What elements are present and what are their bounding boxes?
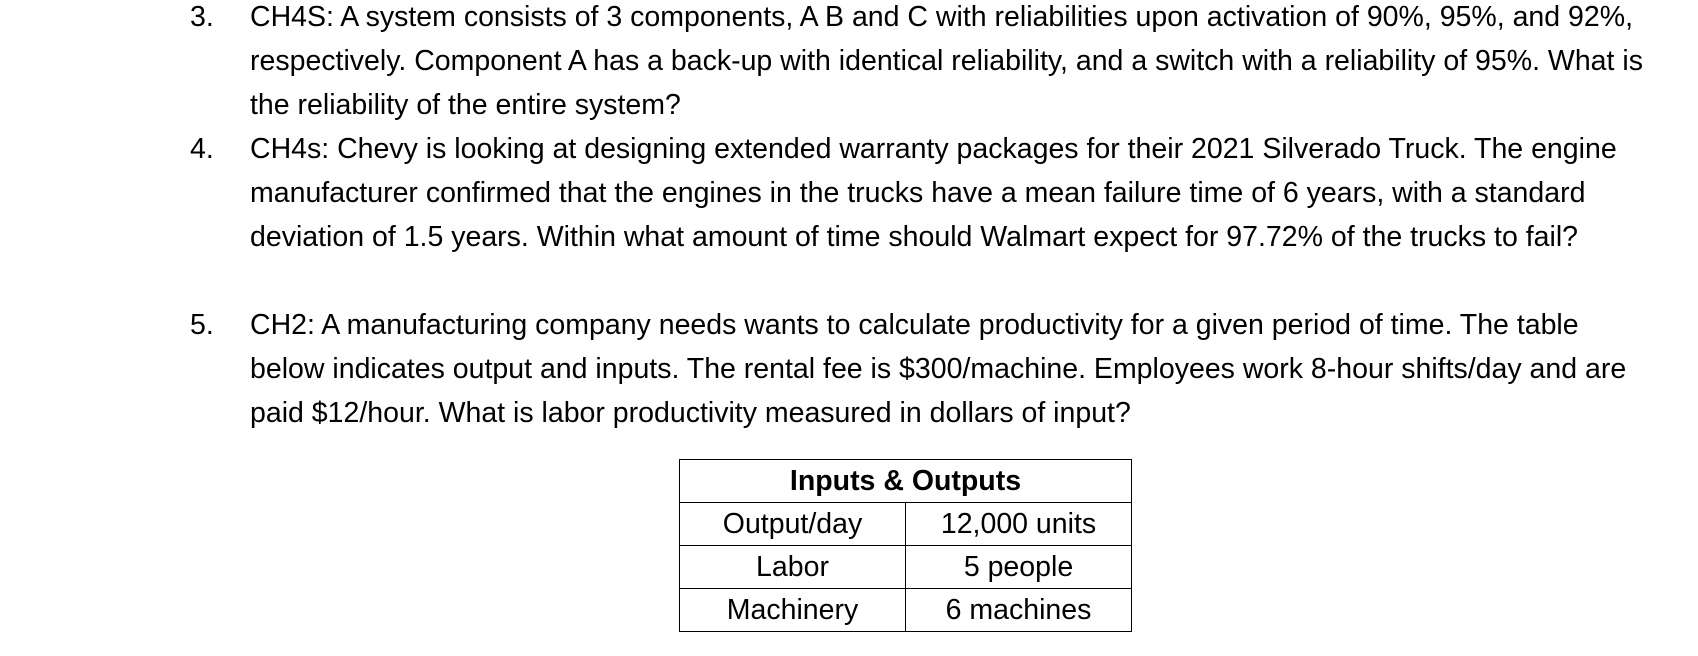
table-row xyxy=(680,546,1132,589)
question-text: CH4S: A system consists of 3 components, A B and C with reliabilities upon activation of 90%, 95%, and 92%, respectively. Component A has a back-up with identical reliability, and a switch with a reliability of 95%. What is the reliability of the entire system? xyxy=(250,1,1643,121)
question-number: 5. xyxy=(190,309,214,341)
inputs-outputs-table xyxy=(679,459,1132,632)
row-value: 12,000 units xyxy=(906,503,1132,546)
question-4 xyxy=(190,127,1650,259)
row-label: Output/day xyxy=(680,503,906,546)
row-value: 6 machines xyxy=(906,589,1132,632)
table-row xyxy=(680,503,1132,546)
question-5 xyxy=(190,303,1650,435)
row-label: Machinery xyxy=(680,589,906,632)
question-number: 4. xyxy=(190,133,214,165)
table-title: Inputs & Outputs xyxy=(680,460,1132,503)
question-text: CH2: A manufacturing company needs wants to calculate productivity for a given period of time. The table below indicates output and inputs. The rental fee is $300/machine. Employees work 8-hour shifts/day and are paid $12/hour. What is labor productivity measured in dollars of input? xyxy=(250,309,1627,429)
row-value: 5 people xyxy=(906,546,1132,589)
row-label: Labor xyxy=(680,546,906,589)
question-3 xyxy=(190,0,1650,127)
question-number: 3. xyxy=(190,1,214,33)
table-row xyxy=(680,589,1132,632)
table-header-row xyxy=(680,460,1132,503)
question-text: CH4s: Chevy is looking at designing extended warranty packages for their 2021 Silverado Truck. The engine manufacturer confirmed that the engines in the trucks have a mean failure time of 6 years, with a standard deviation of 1.5 years. Within what amount of time should Walmart expect for 97.72% of the trucks to fail? xyxy=(250,133,1617,253)
